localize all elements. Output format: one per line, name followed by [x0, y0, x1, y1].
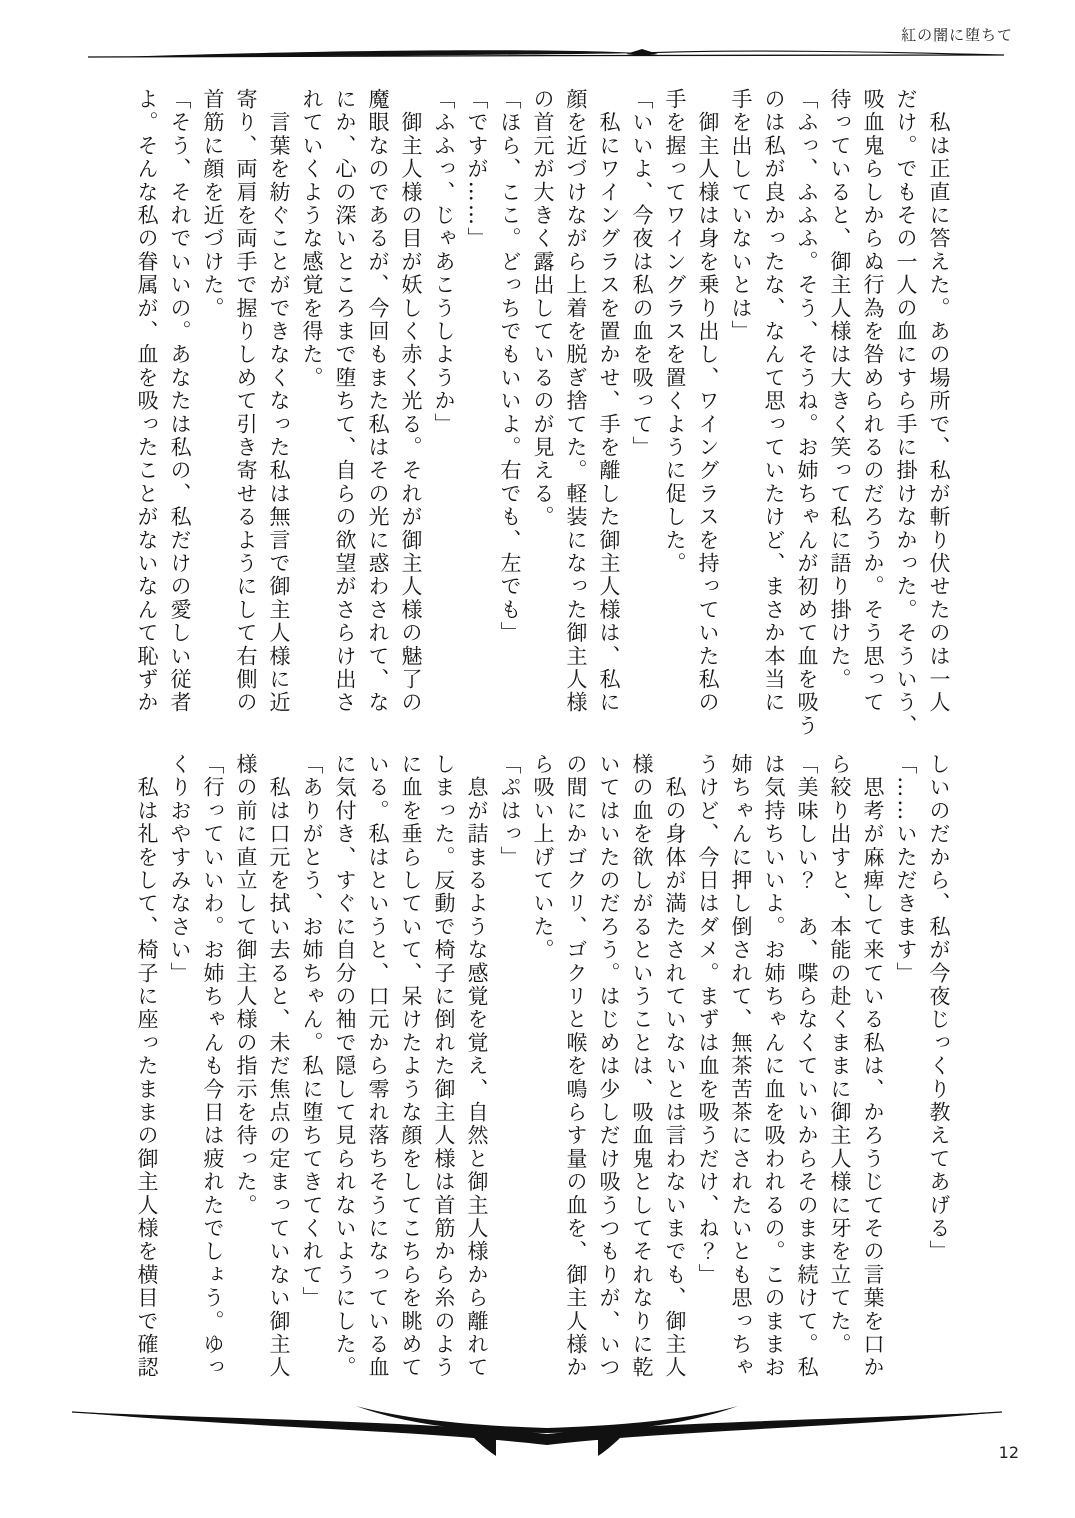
text-line: 「ふっ、ふふふ。そう、そうね。お姉ちゃんが初めて血を吸う [795, 88, 819, 738]
text-line: 様の血を欲しがるということは、吸血鬼としてそれなりに乾 [630, 753, 654, 1380]
text-line: 手を出していないとは」 [729, 88, 753, 344]
text-line: うけど、今日はダメ。まずは血を吸うだけ、ね？」 [696, 753, 720, 1287]
text-line: いてはいたのだろう。はじめは少しだけ吸うつもりが、いつ [597, 753, 621, 1380]
text-line: 言葉を紡ぐことができなくなった私は無言で御主人様に近 [267, 88, 291, 715]
text-line: くりおやすみなさい」 [168, 753, 192, 985]
text-line: ら絞り出すと、本能の赴くままに御主人様に牙を立てた。 [828, 753, 852, 1357]
text-line: 御主人様の目が妖しく赤く光る。それが御主人様の魅了の [399, 88, 423, 715]
text-line: 思考が麻痺して来ている私は、かろうじてその言葉を口か [861, 753, 885, 1380]
text-line: だけ。でもその一人の血にすら手に掛けなかった。そういう、 [894, 88, 918, 738]
text-line: 吸血鬼らしからぬ行為を咎められるのだろうか。そう思って [861, 88, 885, 715]
text-line: 「ぷはっ」 [498, 753, 522, 869]
text-line: 「ほら、ここ。どっちでもいいよ。右でも、左でも」 [498, 88, 522, 645]
text-line: 御主人様は身を乗り出し、ワイングラスを持っていた私の [696, 88, 720, 715]
running-header-title: 紅の闇に堕ちて [901, 26, 1013, 44]
text-line: 魔眼なのであるが、今回もまた私はその光に惑わされて、な [366, 88, 390, 715]
page-number: 12 [998, 1443, 1019, 1462]
text-block-top [130, 88, 955, 750]
text-line: 顔を近づけながら上着を脱ぎ捨てた。軽装になった御主人様 [564, 88, 588, 715]
text-line: 手を握ってワイングラスを置くように促した。 [663, 88, 687, 576]
text-line: 私にワイングラスを置かせ、手を離した御主人様は、私に [597, 88, 621, 715]
text-line: は気持ちいいよ。お姉ちゃんに血を吸われるの。このままお [762, 753, 786, 1380]
text-line: しいのだから、私が今夜じっくり教えてあげる」 [927, 753, 951, 1264]
text-line: 寄り、両肩を両手で握りしめて引き寄せるようにして右側の [234, 88, 258, 715]
text-line: 「ふふっ、じゃあこうしようか」 [432, 88, 456, 436]
text-line: 「ありがとう、お姉ちゃん。私に堕ちてきてくれて」 [300, 753, 324, 1310]
text-line: 息が詰まるような感覚を覚え、自然と御主人様から離れて [465, 753, 489, 1380]
text-line: 待っていると、御主人様は大きく笑って私に語り掛けた。 [828, 88, 852, 692]
text-line: の間にかゴクリ、ゴクリと喉を鳴らす量の血を、御主人様か [564, 753, 588, 1380]
text-line: 「そう、それでいいの。あなたは私の、私だけの愛しい従者 [168, 88, 192, 715]
text-line: 「行っていいわ。お姉ちゃんも今日は疲れたでしょう。ゆっ [201, 753, 225, 1380]
text-block-bottom [130, 753, 955, 1415]
text-line: 私は礼をして、椅子に座ったままの御主人様を横目で確認 [135, 753, 159, 1380]
text-line: れていくような感覚を得た。 [300, 88, 324, 390]
text-line: のは私が良かったな、なんて思っていたけど、まさか本当に [762, 88, 786, 715]
text-line: しまった。反動で椅子に倒れた御主人様は首筋から糸のよう [432, 753, 456, 1380]
text-line: 私は正直に答えた。あの場所で、私が斬り伏せたのは一人 [927, 88, 951, 715]
text-line: 私の身体が満たされていないとは言わないまでも、御主人 [663, 753, 687, 1380]
text-line: 「いいよ、今夜は私の血を吸って」 [630, 88, 654, 460]
text-line: に気付き、すぐに自分の袖で隠して見られないようにした。 [333, 753, 357, 1380]
text-line: 「ですが……」 [465, 88, 489, 251]
text-line: いる。私はというと、口元から零れ落ちそうになっている血 [366, 753, 390, 1380]
text-line: 様の前に直立して御主人様の指示を待った。 [234, 753, 258, 1217]
text-line: 姉ちゃんに押し倒されて、無茶苦茶にされたいとも思っちゃ [729, 753, 753, 1380]
top-divider-ornament [86, 46, 1008, 64]
text-line: 「美味しい？ あ、喋らなくていいからそのまま続けて。私 [795, 753, 819, 1380]
text-line: に血を垂らしていて、呆けたような顔をしてこちらを眺めて [399, 753, 423, 1380]
text-line: よ。そんな私の眷属が、血を吸ったことがないなんて恥ずか [135, 88, 159, 715]
text-line: ら吸い上げていた。 [531, 753, 555, 962]
text-line: にか、心の深いところまで堕ちて、自らの欲望がさらけ出さ [333, 88, 357, 715]
text-line: 首筋に顔を近づけた。 [201, 88, 225, 320]
text-line: 「……いただきます」 [894, 753, 918, 985]
bottom-wing-ornament [68, 1400, 1008, 1456]
text-line: 私は口元を拭い去ると、未だ焦点の定まっていない御主人 [267, 753, 291, 1380]
text-line: の首元が大きく露出しているのが見える。 [531, 88, 555, 529]
